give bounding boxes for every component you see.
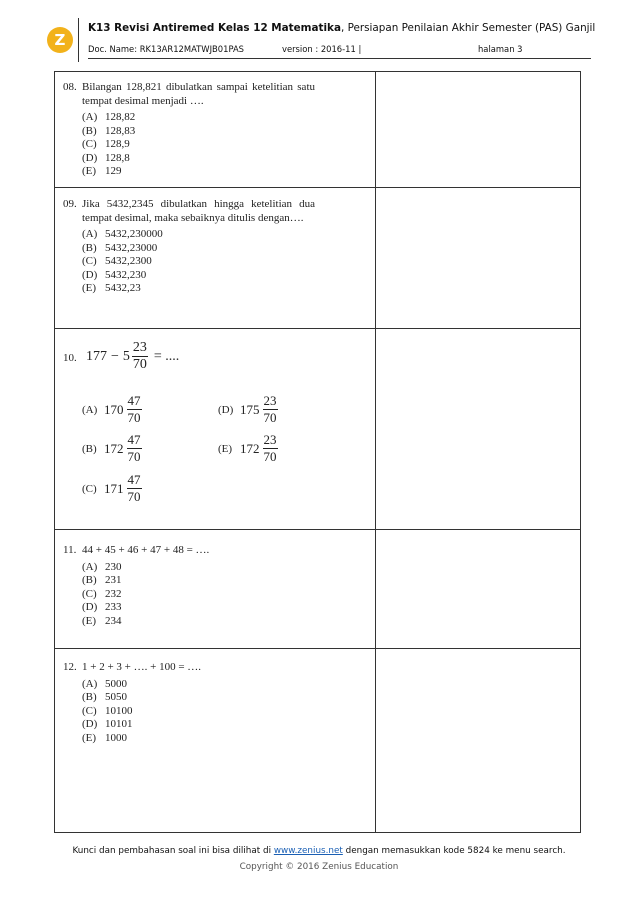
title-rest: , Persiapan Penilaian Akhir Semester (PAS) Ganjil	[340, 22, 596, 34]
expr-whole: 5	[122, 348, 130, 364]
option-value: 231	[105, 574, 122, 587]
option-c	[82, 255, 315, 269]
doc-version: version : 2016-11 |	[282, 44, 362, 54]
title-bold: K13 Revisi Antiremed Kelas 12 Matematika	[88, 22, 341, 34]
option-d	[82, 269, 315, 283]
option-value: 5432,23	[105, 282, 141, 295]
option-a	[82, 228, 315, 242]
option-fraction	[263, 393, 278, 426]
answer-options	[82, 228, 315, 296]
option-value: 5432,23000	[105, 241, 158, 254]
doc-name: Doc. Name: RK13AR12MATWJB01PAS	[88, 44, 244, 54]
mixed-whole: 172	[104, 440, 124, 456]
option-c	[82, 588, 315, 602]
option-value: 5432,230	[105, 268, 147, 281]
option-value: 128,9	[105, 138, 130, 151]
option-label: (A)	[82, 228, 98, 240]
option-b	[82, 125, 315, 139]
zenius-link[interactable]: www.zenius.net	[273, 846, 343, 856]
option-value: 234	[105, 614, 122, 627]
option-c	[82, 472, 144, 505]
mixed-whole: 175	[240, 401, 260, 417]
option-label: (B)	[82, 241, 97, 254]
fraction-numerator: 23	[132, 340, 147, 355]
fraction-numerator: 47	[127, 393, 141, 408]
option-value: 230	[105, 560, 122, 573]
option-value: 10101	[105, 718, 133, 731]
mixed-whole: 170	[104, 401, 124, 417]
fraction-numerator: 47	[127, 432, 141, 447]
option-label: (A)	[82, 111, 98, 123]
question-text: Jika 5432,2345 dibulatkan hingga ketelitian dua tempat desimal, maka sebaiknya ditulis dengan….	[82, 198, 315, 224]
option-label: (E)	[82, 614, 97, 627]
question-expression	[86, 340, 179, 373]
fraction-denominator: 70	[263, 410, 277, 425]
copyright: Copyright © 2016 Zenius Education	[239, 862, 399, 872]
answer-options	[82, 561, 315, 629]
option-label: (A)	[82, 403, 98, 416]
option-fraction	[127, 432, 142, 465]
option-e	[82, 165, 315, 179]
option-label: (E)	[82, 731, 97, 744]
question-number: 09.	[63, 198, 77, 210]
answer-options	[82, 678, 315, 746]
option-c	[82, 705, 315, 719]
option-value: 5432,2300	[105, 255, 152, 268]
option-a	[82, 678, 315, 692]
option-label: (D)	[82, 601, 98, 614]
logo-letter: Z	[54, 30, 66, 49]
option-label: (C)	[82, 587, 97, 600]
option-e	[218, 432, 280, 465]
option-b	[82, 691, 315, 705]
option-label: (B)	[82, 691, 97, 704]
fraction-denominator: 70	[127, 410, 141, 425]
footer-text-pre: Kunci dan pembahasan soal ini bisa dilihat di	[72, 846, 274, 856]
fraction-denominator: 70	[132, 357, 147, 372]
option-value: 128,8	[105, 151, 130, 164]
row-divider	[55, 328, 580, 329]
column-divider	[375, 72, 376, 832]
option-label: (B)	[82, 574, 97, 587]
zenius-logo	[47, 27, 73, 53]
question-table	[54, 71, 581, 833]
option-fraction	[263, 432, 278, 465]
option-a	[82, 393, 144, 426]
option-value: 1000	[105, 731, 127, 744]
option-value: 129	[105, 165, 122, 178]
option-label: (C)	[82, 138, 97, 151]
question-number: 11.	[63, 544, 77, 556]
fraction-denominator: 70	[127, 449, 141, 464]
page-number: halaman 3	[478, 44, 523, 54]
question-text: Bilangan 128,821 dibulatkan sampai ketelitian satu tempat desimal menjadi ….	[82, 81, 315, 107]
option-label: (A)	[82, 560, 98, 573]
expr-operator: −	[111, 348, 119, 364]
answer-options	[82, 111, 315, 179]
option-label: (E)	[218, 442, 233, 455]
row-divider	[55, 648, 580, 649]
option-label: (B)	[82, 442, 97, 455]
question-09	[63, 198, 315, 296]
option-c	[82, 138, 315, 152]
option-label: (E)	[82, 165, 97, 178]
expr-fraction	[132, 340, 148, 373]
mixed-whole: 171	[104, 480, 124, 496]
option-label: (D)	[218, 403, 234, 416]
question-number: 10.	[63, 352, 77, 364]
option-e	[82, 615, 315, 629]
row-divider	[55, 529, 580, 530]
question-11	[63, 544, 315, 628]
option-label: (D)	[82, 718, 98, 731]
option-d	[82, 718, 315, 732]
option-value: 128,82	[105, 111, 136, 123]
option-d	[82, 601, 315, 615]
option-a	[82, 111, 315, 125]
page-header	[0, 0, 638, 70]
header-rule	[88, 58, 591, 59]
option-value: 5050	[105, 691, 127, 704]
fraction-numerator: 23	[263, 432, 277, 447]
question-08	[63, 81, 315, 179]
option-value: 5432,230000	[105, 228, 163, 240]
option-e	[82, 282, 315, 296]
footer-note	[0, 846, 638, 856]
question-number: 08.	[63, 81, 77, 93]
option-d	[82, 152, 315, 166]
question-12	[63, 661, 315, 745]
option-b	[82, 432, 144, 465]
option-a	[82, 561, 315, 575]
option-value: 233	[105, 601, 122, 614]
option-label: (D)	[82, 268, 98, 281]
option-label: (E)	[82, 282, 97, 295]
option-d	[218, 393, 280, 426]
option-value: 5000	[105, 677, 127, 690]
option-label: (C)	[82, 255, 97, 268]
fraction-denominator: 70	[263, 449, 277, 464]
fraction-numerator: 47	[127, 472, 141, 487]
option-e	[82, 732, 315, 746]
fraction-numerator: 23	[263, 393, 277, 408]
expr-minuend: 177	[86, 348, 107, 364]
option-label: (C)	[82, 704, 97, 717]
question-text: 1 + 2 + 3 + …. + 100 = ….	[82, 661, 202, 673]
option-value: 10100	[105, 704, 133, 717]
expr-tail: = ....	[153, 348, 180, 364]
option-label: (C)	[82, 482, 97, 495]
option-value: 128,83	[105, 124, 136, 137]
header-divider	[78, 18, 79, 62]
document-title	[88, 22, 595, 34]
mixed-whole: 172	[240, 440, 260, 456]
option-b	[82, 242, 315, 256]
footer-text-post: dengan memasukkan kode 5824 ke menu search.	[342, 846, 566, 856]
fraction-denominator: 70	[127, 489, 141, 504]
question-number: 12.	[63, 661, 77, 673]
option-label: (A)	[82, 677, 98, 690]
option-fraction	[127, 472, 142, 505]
option-value: 232	[105, 587, 122, 600]
row-divider	[55, 187, 580, 188]
option-label: (B)	[82, 124, 97, 137]
option-b	[82, 574, 315, 588]
option-fraction	[127, 393, 142, 426]
question-text: 44 + 45 + 46 + 47 + 48 = ….	[82, 544, 210, 556]
option-label: (D)	[82, 151, 98, 164]
